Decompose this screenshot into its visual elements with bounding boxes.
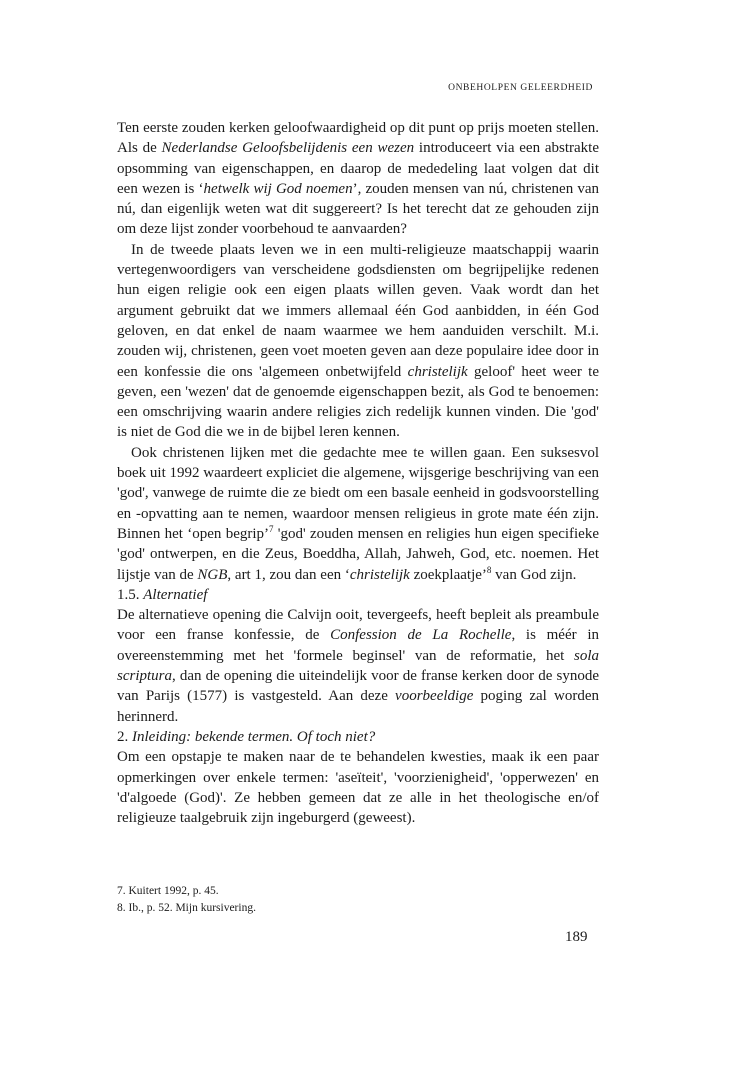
text-run: van God zijn. xyxy=(491,566,577,583)
text-run: In de tweede plaats leven we in een multi-religieuze maatschappij waarin vertegenwoordigers van verscheidene godsdiensten om begrijpelijke redenen hun eigen religie ook een eigen plaats willen geven. Vaak wordt dan het argument gebruikt dat we immers allemaal één God aanbidden, in één God geloven, en dat enkel de naam waarmee we hem aanduiden verschilt. M.i. zouden wij, christenen, geen voet moeten geven aan deze populaire idee door in een konfessie die ons 'algemeen onbetwijfeld xyxy=(117,241,599,380)
body-text xyxy=(117,118,599,828)
section-heading-1-5 xyxy=(117,585,599,605)
text-run: poging zal worden herinnerd. xyxy=(117,688,600,725)
italic-run: Nederlandse Geloofsbelijdenis een wezen xyxy=(161,140,415,157)
text-run: , dan de opening die uiteindelijk voor de franse kerken door de synode van Parijs (1577) is vastgesteld. Aan deze xyxy=(117,668,599,705)
text-run: Ten eerste zouden kerken geloofwaardigheid op dit punt op prijs moeten stellen. Als de xyxy=(117,120,599,157)
section-number: 2. xyxy=(117,728,132,745)
paragraph-2 xyxy=(117,240,599,443)
text-run: 'god' zouden mensen en religies hun eigen specifieke 'god' ontwerpen, en die Zeus, Boeddha, Allah, Jahweh, God, etc. noemen. Het lijstje van de xyxy=(117,525,599,583)
paragraph-1 xyxy=(117,118,599,240)
paragraph-4 xyxy=(117,605,599,727)
footnote-8: 8. Ib., p. 52. Mijn kursivering. xyxy=(117,901,256,914)
text-run: zoekplaatje’ xyxy=(409,566,487,583)
italic-run: christelijk xyxy=(349,566,410,583)
text-run: De alternatieve opening die Calvijn ooit, tevergeefs, heeft bepleit als preambule voor een franse konfessie, de xyxy=(117,607,599,644)
footnotes xyxy=(117,883,599,916)
text-run: ’, zouden mensen van nú, christenen van nú, dan eigenlijk weten wat dit suggereert? Is het terecht dat ze gehouden zijn om deze lijst zonder voorbehoud te aanvaarden? xyxy=(117,180,599,238)
paragraph-5: Om een opstapje te maken naar de te behandelen kwesties, maak ik een paar opmerkingen over enkele termen: 'aseïteit', 'voorzienigheid', 'opperwezen' en 'd'algoede (God)'. Ze hebben gemeen dat ze alle in het theologische en/of religieuze taalgebruik zijn ingeburgerd (geweest). xyxy=(117,749,599,827)
italic-run: Confession de La Rochelle xyxy=(330,627,512,644)
italic-run: christelijk xyxy=(407,363,468,380)
section-number: 1.5. xyxy=(117,586,144,603)
page-number: 189 xyxy=(565,929,588,945)
text-run: introduceert via een abstrakte opsomming van eigenschappen, en daarop de mededeling laat volgen dat dit een wezen is ‘ xyxy=(117,140,600,197)
italic-run: hetwelk wij God noemen xyxy=(203,180,353,197)
italic-run: voorbeeldige xyxy=(395,688,474,705)
paragraph-3 xyxy=(117,443,599,585)
section-heading-2 xyxy=(117,727,599,747)
text-run: Ook christenen lijken met die gedachte mee te willen gaan. Een suksesvol boek uit 1992 waardeert expliciet die algemene, wijsgerige beschrijving van een 'god', vanwege de ruimte die ze biedt om een basale eenheid in godsvoorstelling en -opvatting aan te nemen, waardoor mensen religieus in grote mate één zijn. Binnen het ‘open begrip’ xyxy=(117,444,599,542)
italic-run: NGB xyxy=(197,566,228,583)
footnote-ref-8: 8 xyxy=(486,564,492,575)
section-title: Inleiding: bekende termen. Of toch niet? xyxy=(132,728,376,745)
footnote-ref-7: 7 xyxy=(269,523,274,534)
text-run: geloof' heet weer te geven, een 'wezen' dat de genoemde eigenschappen bezit, als God te benoemen: een omschrijving waarin andere religies zich redelijk kunnen vinden. Die 'god' is niet de God die we in de bijbel leren kennen. xyxy=(117,363,599,441)
text-run: , art 1, zou dan een ‘ xyxy=(227,566,350,583)
text-run: , is méér in overeenstemming met het 'formele beginsel' van de reformatie, het xyxy=(117,627,599,664)
running-head: ONBEHOLPEN GELEERDHEID xyxy=(448,83,593,93)
italic-run: sola scriptura xyxy=(117,647,599,685)
footnote-7: 7. Kuitert 1992, p. 45. xyxy=(117,885,219,897)
section-title: Alternatief xyxy=(143,586,208,603)
